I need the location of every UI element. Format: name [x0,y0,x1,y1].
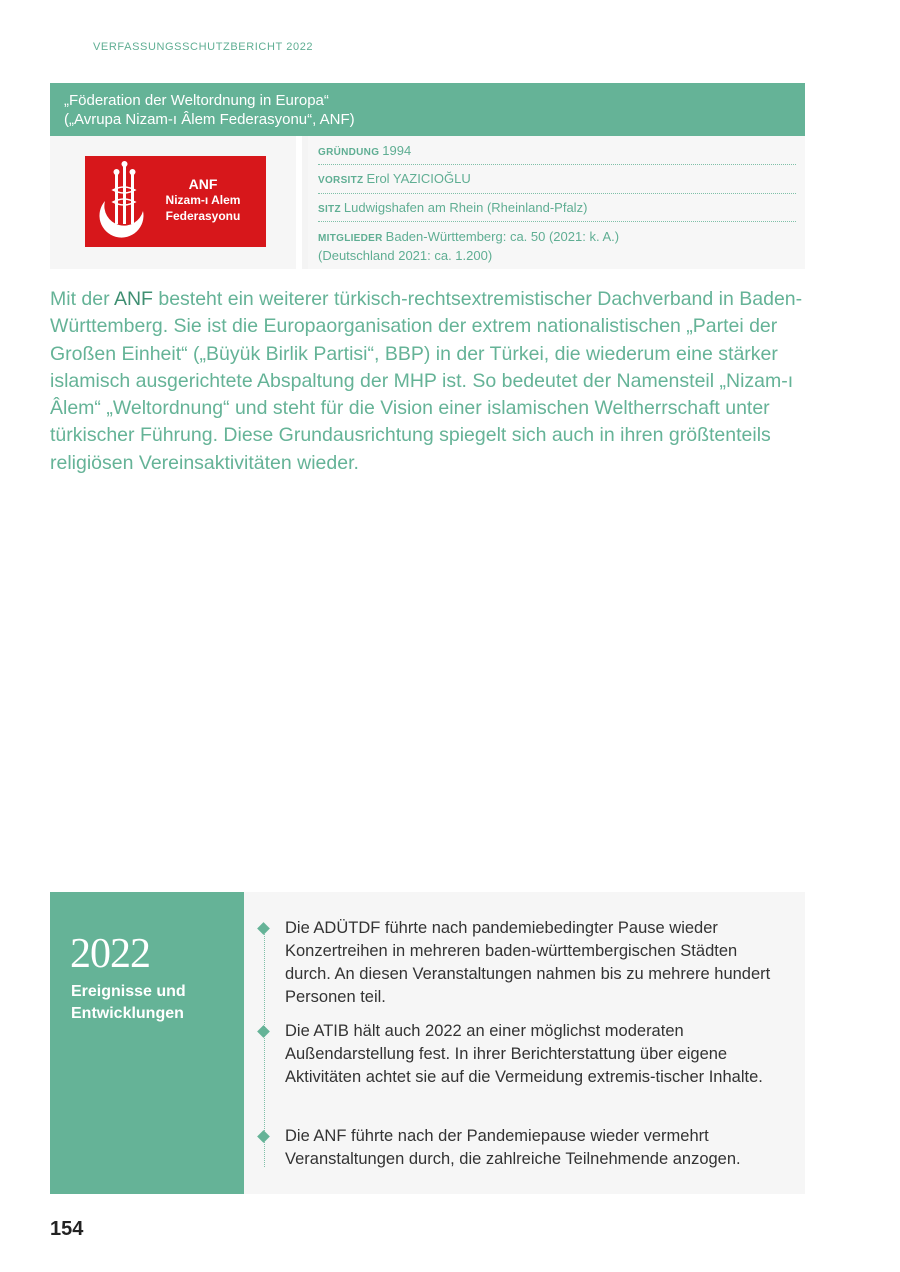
running-header: VERFASSUNGSSCHUTZBERICHT 2022 [93,41,314,53]
fact-chair [318,170,796,194]
fact-label: GRÜNDUNG [318,147,380,158]
anf-logo [85,156,266,247]
logo-cell [50,136,302,269]
fact-label: VORSITZ [318,175,364,186]
fact-founding [318,142,796,165]
fact-value: Ludwigshafen am Rhein (Rheinland-Pfalz) [343,200,588,215]
fact-members [318,228,796,266]
page-number: 154 [50,1218,84,1240]
logo-text-line2: Nizam-ı Alem [165,193,241,207]
info-box-title-line2: („Avrupa Nizam-ı Âlem Federasyonu“, ANF) [64,111,355,128]
facts-list [308,136,805,269]
fact-label: MITGLIEDER [318,233,383,244]
fact-value: Baden-Württemberg: ca. 50 (2021: k. A.) [385,229,620,244]
list-item: Die ATIB hält auch 2022 an einer möglichst moderaten Außendarstellung fest. In ihrer Berichterstattung über eigene Aktivitäten achtet sie auf die Vermeidung extremis-tischer Inhalte. [285,1022,763,1086]
crescent-tulip-icon [85,156,155,247]
body-paragraph [50,286,810,477]
body-text-after: besteht ein weiterer türkisch-rechtsextremistischer Dachverband in Baden-Württemberg. Sie ist die Europaorganisation der extrem nationalistischen „Partei der Großen Einheit“ („Büyük Birlik Partisi“, BBP) in der Türkei, die wiederum eine stärker islamisch ausgerichtete Abspaltung der MHP ist. So bedeutet der Namensteil „Nizam-ı Âlem“ „Weltordnung“ und steht für die Vision einer islamischen Weltherrschaft unter türkischer Führung. Diese Grundausrichtung spiegelt sich auch in ihren größtenteils religiösen Vereinsaktivitäten wieder. [50,288,803,474]
logo-text-line1: ANF [188,176,218,192]
list-item: Die ANF führte nach der Pandemiepause wieder vermehrt Veranstaltungen durch, die zahlreiche Teilnehmende anzogen. [285,1127,741,1168]
body-text-before: Mit der [50,288,114,310]
events-year: 2022 [70,931,150,977]
list-item: Die ADÜTDF führte nach pandemiebedingter Pause wieder Konzertreihen in mehreren baden-württembergischen Städten durch. An diesen Veranstaltungen nahmen bis zu mehrere hundert Personen teil. [285,919,771,1006]
info-box-title-line1: „Föderation der Weltordnung in Europa“ [64,92,329,109]
fact-value: 1994 [382,143,412,158]
events-label: Ereignisse und Entwicklungen [71,983,186,1022]
fact-label: SITZ [318,204,341,215]
diamond-bullet-icon [257,1025,270,1038]
diamond-bullet-icon [257,1130,270,1143]
diamond-bullet-icon [257,922,270,935]
logo-text-line3: Federasyonu [165,209,241,223]
logo-text [153,176,253,224]
info-box-title [50,83,805,136]
body-text-highlight: ANF [113,288,153,310]
fact-seat [318,199,796,222]
fact-value-secondary: (Deutschland 2021: ca. 1.200) [318,248,493,263]
events-list [244,892,805,1194]
fact-value: Erol YAZICIOĞLU [366,171,471,186]
info-box [50,136,805,269]
events-sidebar [50,892,244,1194]
